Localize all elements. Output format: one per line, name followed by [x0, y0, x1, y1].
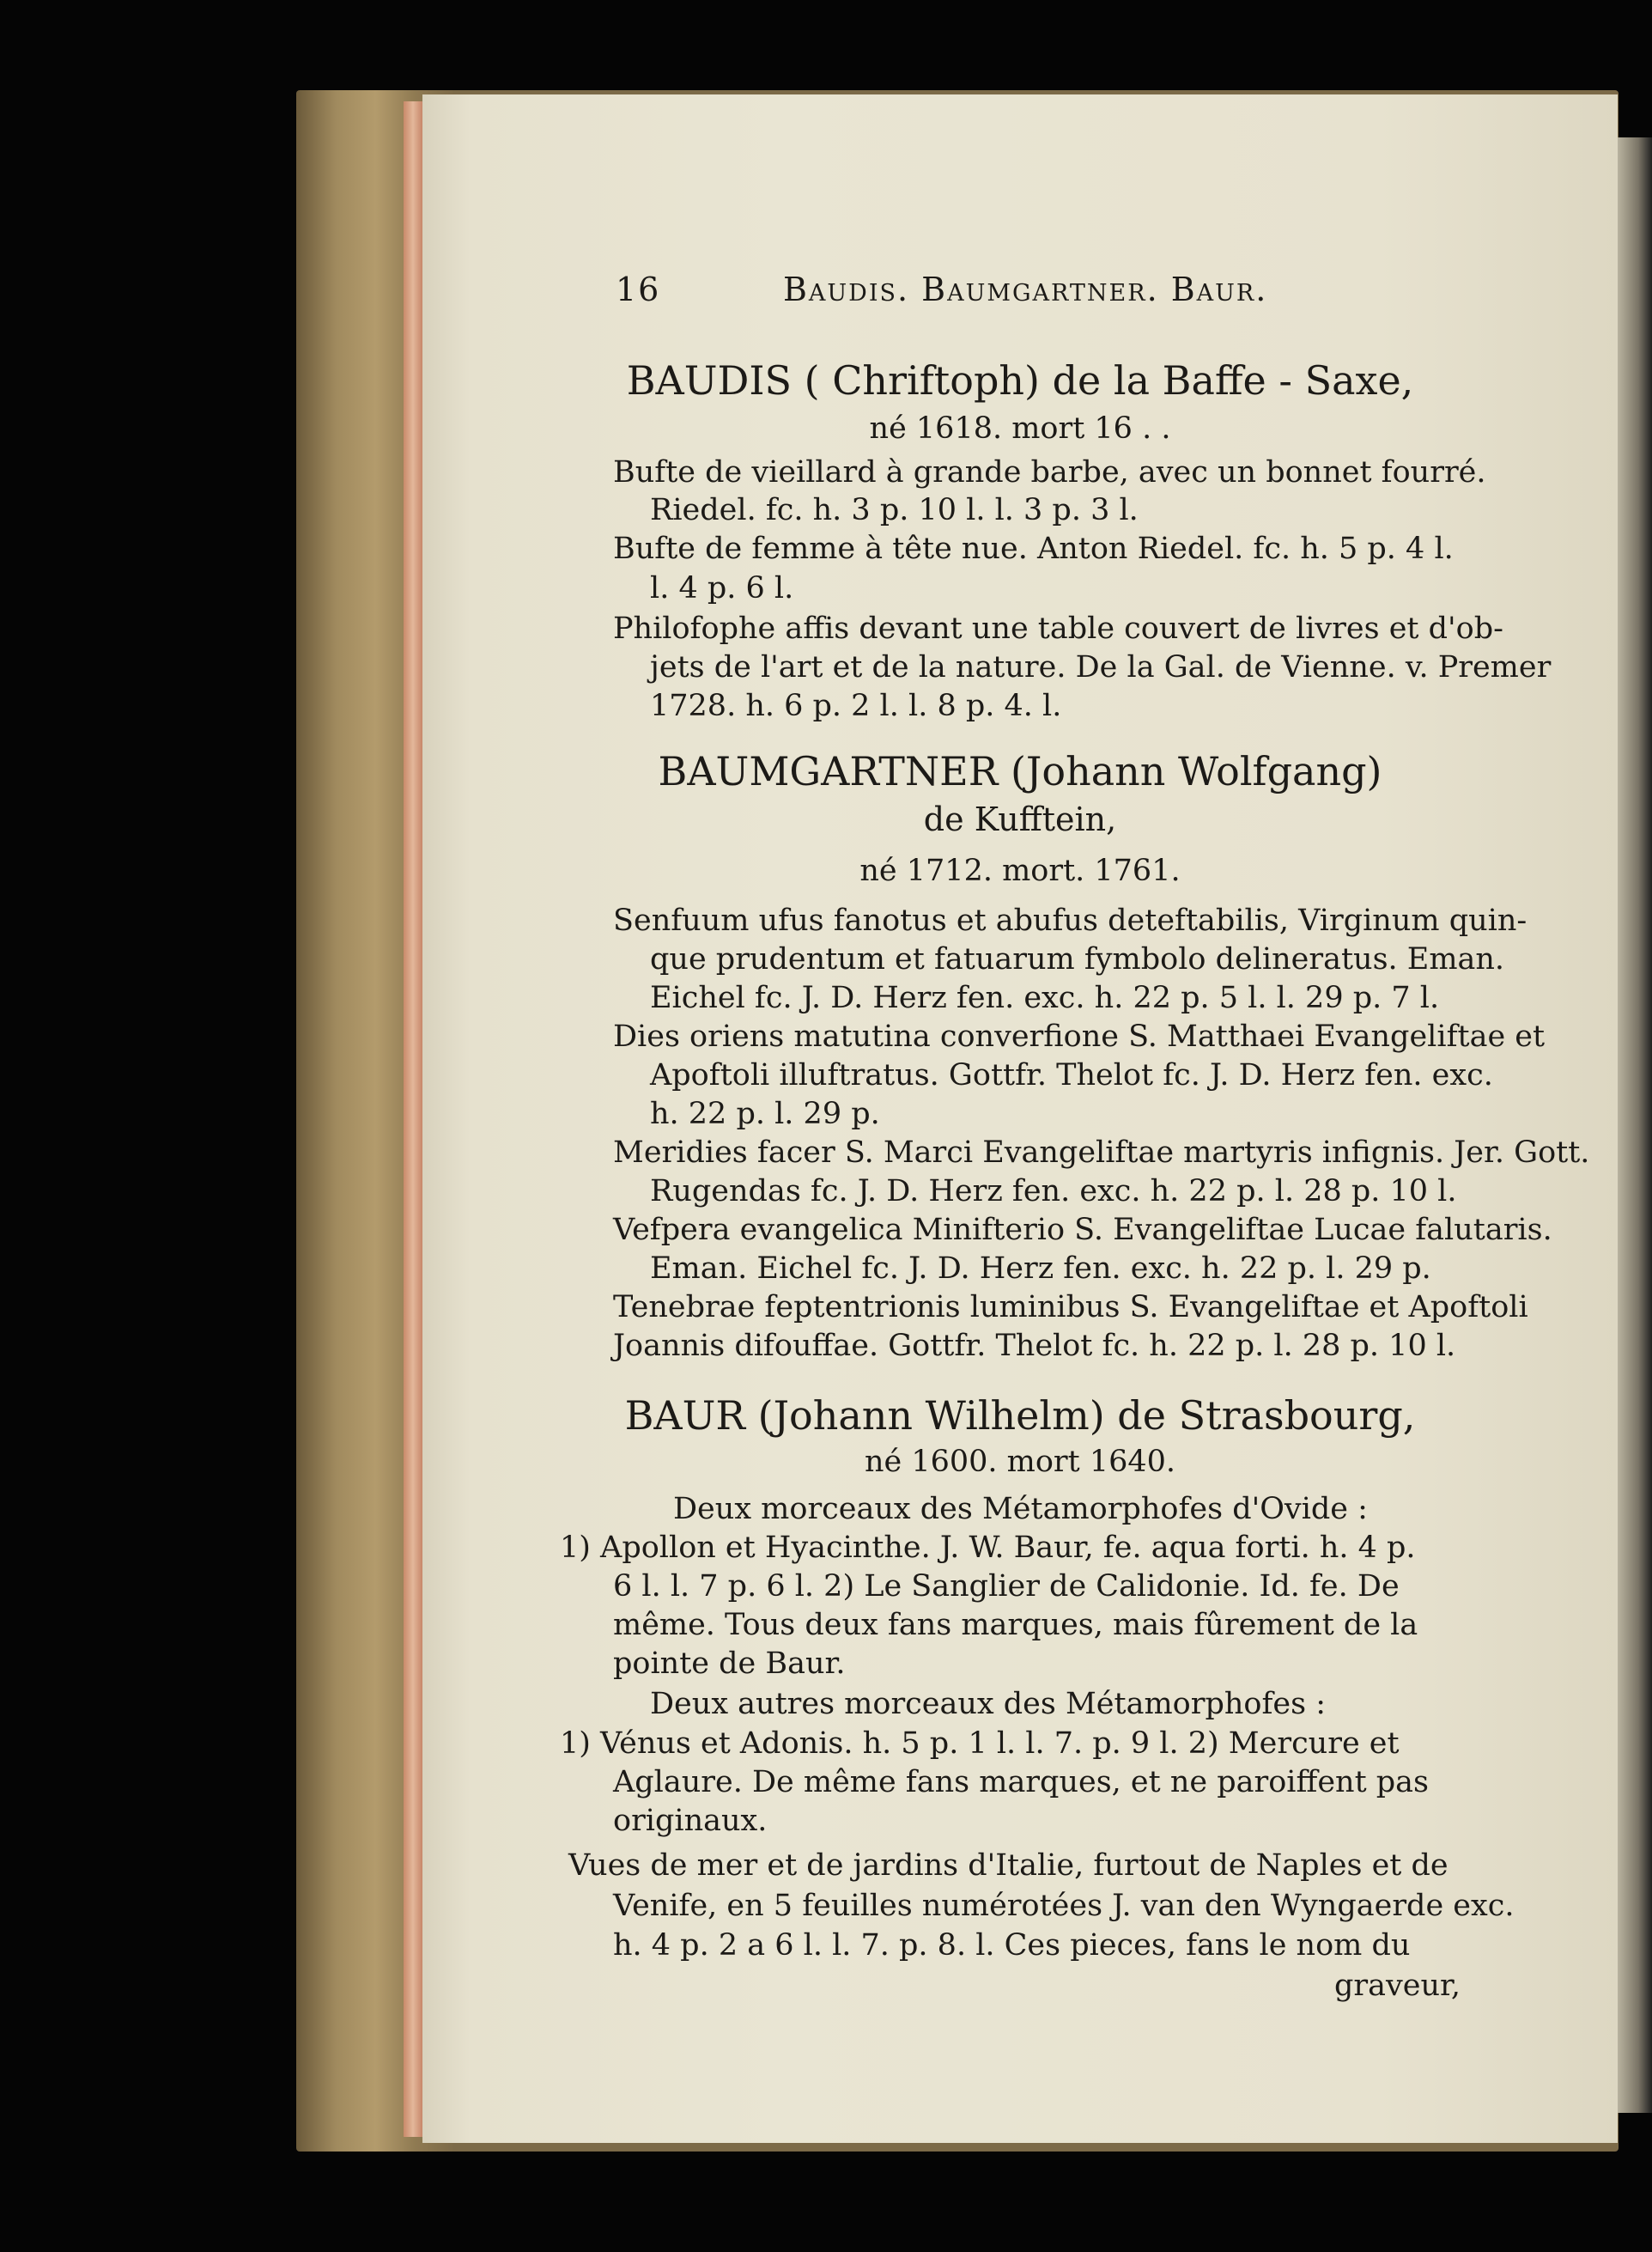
entry-line: même. Tous deux fans marques, mais fûrement de la — [613, 1608, 1418, 1642]
entry-heading-baur: BAUR (Johann Wilhelm) de Strasbourg, — [624, 1392, 1416, 1439]
entry-line: Senfuum ufus fanotus et abufus deteftabilis, Virginum quin- — [613, 904, 1527, 938]
running-head: Baudis. Baumgartner. Baur. — [783, 271, 1268, 308]
entry-line: Meridies facer S. Marci Evangeliftae martyris infignis. Jer. Gott. — [613, 1135, 1590, 1170]
entry-line: Deux morceaux des Métamorphofes d'Ovide : — [673, 1492, 1368, 1526]
entry-line: Deux autres morceaux des Métamorphofes : — [650, 1687, 1327, 1721]
entry-line: Dies oriens matutina converfione S. Matthaei Evangeliftae et — [613, 1019, 1546, 1054]
entry-line: 1) Apollon et Hyacinthe. J. W. Baur, fe. aqua forti. h. 4 p. — [560, 1531, 1416, 1565]
entry-line: Vues de mer et de jardins d'Italie, furtout de Naples et de — [568, 1848, 1449, 1883]
entry-line: Rugendas fc. J. D. Herz fen. exc. h. 22 p. l. 28 p. 10 l. — [650, 1174, 1457, 1208]
page-edge — [404, 101, 422, 2137]
entry-line: Eman. Eichel fc. J. D. Herz fen. exc. h. 22 p. l. 29 p. — [650, 1251, 1431, 1286]
entry-line: que prudentum et fatuarum fymbolo delineratus. Eman. — [650, 942, 1505, 977]
catchword: graveur, — [1334, 1969, 1461, 2003]
entry-line: Riedel. fc. h. 3 p. 10 l. l. 3 p. 3 l. — [650, 493, 1139, 527]
entry-line: Eichel fc. J. D. Herz fen. exc. h. 22 p. 5 l. l. 29 p. 7 l. — [650, 981, 1440, 1015]
facing-page-edge — [1618, 137, 1652, 2113]
entry-dates-baudis: né 1618. mort 16 . . — [869, 411, 1171, 446]
entry-line: Apoftoli illuftratus. Gottfr. Thelot fc. J. D. Herz fen. exc. — [650, 1058, 1493, 1093]
entry-heading-baumgartner: BAUMGARTNER (Johann Wolfgang) — [658, 748, 1382, 794]
entry-line: Philofophe affis devant une table couvert de livres et d'ob- — [613, 612, 1503, 646]
entry-line: Bufte de vieillard à grande barbe, avec un bonnet fourré. — [613, 455, 1486, 490]
page-number: 16 — [616, 271, 661, 308]
entry-line: Aglaure. De même fans marques, et ne paroiffent pas — [613, 1765, 1430, 1799]
entry-line: Tenebrae feptentrionis luminibus S. Evangeliftae et Apoftoli — [613, 1290, 1528, 1324]
entry-line: Joannis difouffae. Gottfr. Thelot fc. h. 22 p. l. 28 p. 10 l. — [613, 1329, 1456, 1363]
entry-line: pointe de Baur. — [613, 1646, 846, 1681]
entry-line: Vefpera evangelica Minifterio S. Evangeliftae Lucae falutaris. — [613, 1213, 1552, 1247]
book-page — [422, 94, 1618, 2143]
entry-line: 6 l. l. 7 p. 6 l. 2) Le Sanglier de Calidonie. Id. fe. De — [613, 1569, 1400, 1604]
entry-line: jets de l'art et de la nature. De la Gal. de Vienne. v. Premer — [650, 650, 1552, 685]
entry-line: originaux. — [613, 1804, 768, 1838]
entry-line: Bufte de femme à tête nue. Anton Riedel. fc. h. 5 p. 4 l. — [613, 532, 1454, 566]
entry-heading-baudis: BAUDIS ( Chriftoph) de la Baffe - Saxe, — [626, 357, 1414, 404]
entry-line: 1) Vénus et Adonis. h. 5 p. 1 l. l. 7. p. 9 l. 2) Mercure et — [560, 1726, 1400, 1761]
entry-line: h. 22 p. l. 29 p. — [650, 1097, 880, 1131]
entry-line: l. 4 p. 6 l. — [650, 571, 794, 606]
entry-heading-baumgartner-place: de Kufftein, — [923, 800, 1117, 838]
entry-line: h. 4 p. 2 a 6 l. l. 7. p. 8. l. Ces pieces, fans le nom du — [613, 1928, 1411, 1963]
entry-line: Venife, en 5 feuilles numérotées J. van den Wyngaerde exc. — [613, 1889, 1515, 1923]
entry-dates-baur: né 1600. mort 1640. — [864, 1445, 1176, 1479]
entry-line: 1728. h. 6 p. 2 l. l. 8 p. 4. l. — [650, 689, 1062, 723]
entry-dates-baumgartner: né 1712. mort. 1761. — [859, 854, 1181, 888]
